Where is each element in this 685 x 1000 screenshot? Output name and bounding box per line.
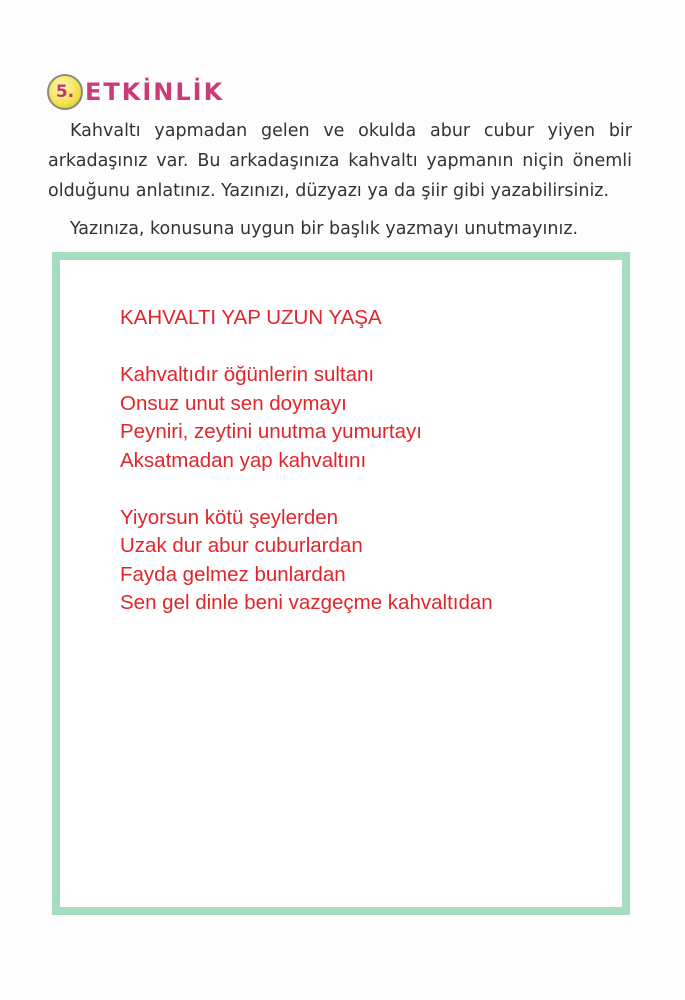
poem-line: Yiyorsun kötü şeylerden (120, 506, 339, 530)
poem-line: Uzak dur abur cuburlardan (120, 534, 363, 558)
poem-line: Fayda gelmez bunlardan (120, 562, 346, 586)
instructions (48, 116, 632, 244)
poem-title: KAHVALTI YAP UZUN YAŞA (120, 306, 382, 329)
activity-number-badge: 5. (47, 74, 83, 110)
poem-stanza-1 (120, 361, 493, 475)
poem-line: Kahvaltıdır öğünlerin sultanı (120, 363, 375, 387)
poem-line: Onsuz unut sen doymayı (120, 391, 347, 415)
activity-title: ETKİNLİK (85, 78, 225, 106)
poem-line: Aksatmadan yap kahvaltını (120, 448, 367, 472)
poem-stanza-2 (120, 504, 493, 618)
instructions-paragraph: Kahvaltı yapmadan gelen ve okulda abur cubur yiyen bir arkadaşınız var. Bu arkadaşınıza kahvaltı yapmanın niçin önemli olduğunu anlatınız. Yazınızı, düzyazı ya da şiir gibi yazabilirsiniz. (48, 121, 632, 201)
poem (120, 304, 493, 647)
poem-line: Sen gel dinle beni vazgeçme kahvaltıdan (120, 591, 493, 615)
instructions-note: Yazınıza, konusuna uygun bir başlık yazmayı unutmayınız. (70, 219, 579, 239)
activity-heading (47, 74, 224, 110)
poem-line: Peyniri, zeytini unutma yumurtayı (120, 420, 422, 444)
